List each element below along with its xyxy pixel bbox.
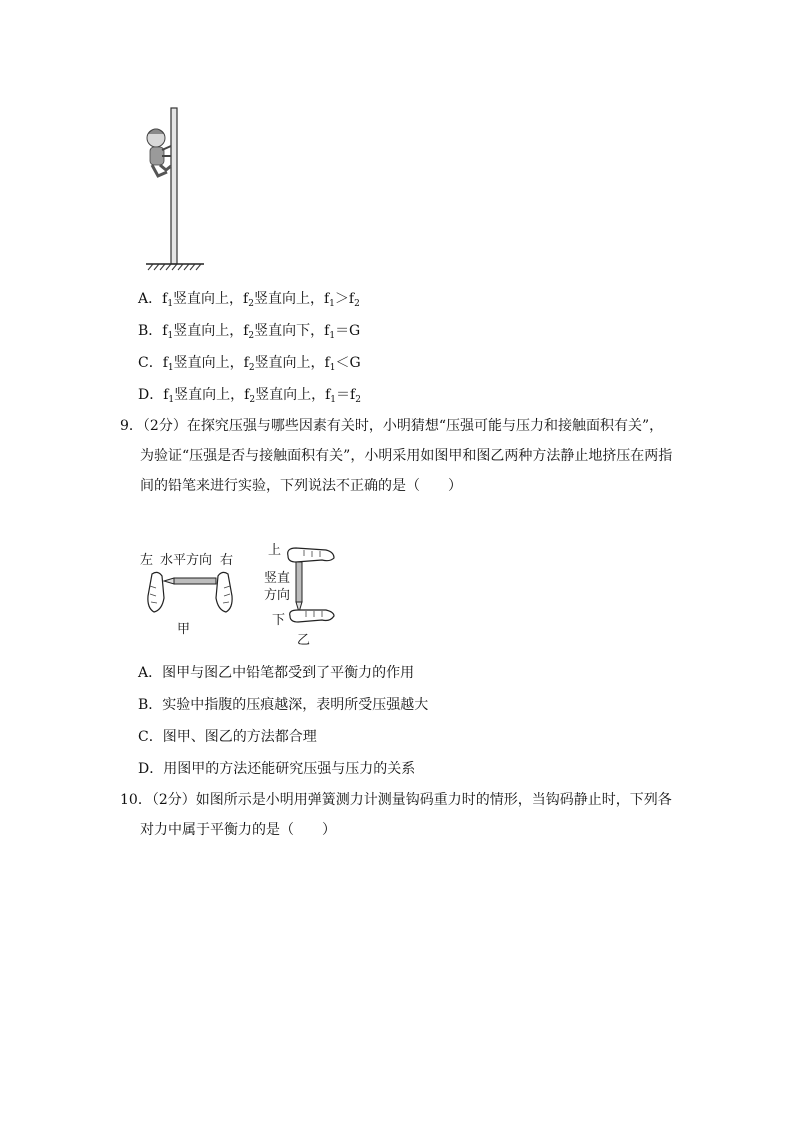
boy-climber (147, 129, 171, 176)
label-yi: 乙 (297, 633, 311, 648)
figure-yi-vertical-pencil (282, 544, 338, 626)
pole (171, 108, 177, 264)
figure-jia-horizontal-pencil (144, 568, 236, 618)
q9-stem-line-3: 间的铅笔来进行实验，下列说法不正确的是（ ） (140, 478, 462, 494)
q10-stem-line-2: 对力中属于平衡力的是（ ） (140, 822, 336, 838)
label-right: 右 (220, 553, 234, 568)
pole-climbing-figure (140, 104, 210, 274)
q9-stem-line-1: 9．（2分）在探究压强与哪些因素有关时，小明猜想“压强可能与压力和接触面积有关”， (120, 418, 664, 434)
q8-option-c: C．$f_1$竖直向上，$f_2$竖直向上，$f_1<G$ (138, 355, 361, 373)
label-vertical-1: 竖直 (264, 571, 291, 586)
q8-option-a: A．$f_1$竖直向上，$f_2$竖直向上，$f_1>f_2$ (138, 291, 360, 309)
ground-hatch (148, 264, 201, 270)
label-jia: 甲 (177, 622, 191, 637)
q9-option-c: C．图甲、图乙的方法都合理 (138, 729, 317, 745)
q10-stem-line-1: 10．（2分）如图所示是小明用弹簧测力计测量钩码重力时的情形，当钩码静止时，下列各 (120, 792, 672, 808)
q9-option-b: B．实验中指腹的压痕越深，表明所受压强越大 (138, 697, 429, 713)
label-horizontal: 水平方向 (160, 553, 213, 568)
label-vertical-2: 方向 (264, 588, 291, 603)
q9-option-d: D．用图甲的方法还能研究压强与压力的关系 (138, 761, 416, 777)
q9-stem-line-2: 为验证“压强是否与接触面积有关”，小明采用如图甲和图乙两种方法静止地挤压在两指 (140, 448, 673, 464)
q9-option-a: A．图甲与图乙中铅笔都受到了平衡力的作用 (138, 665, 415, 681)
label-left: 左 (140, 553, 154, 568)
q8-option-d: D．$f_1$竖直向上，$f_2$竖直向上，$f_1=f_2$ (138, 387, 361, 405)
q8-option-b: B．$f_1$竖直向上，$f_2$竖直向下，$f_1=G$ (138, 323, 361, 341)
label-down: 下 (272, 613, 286, 628)
label-up: 上 (268, 543, 282, 558)
